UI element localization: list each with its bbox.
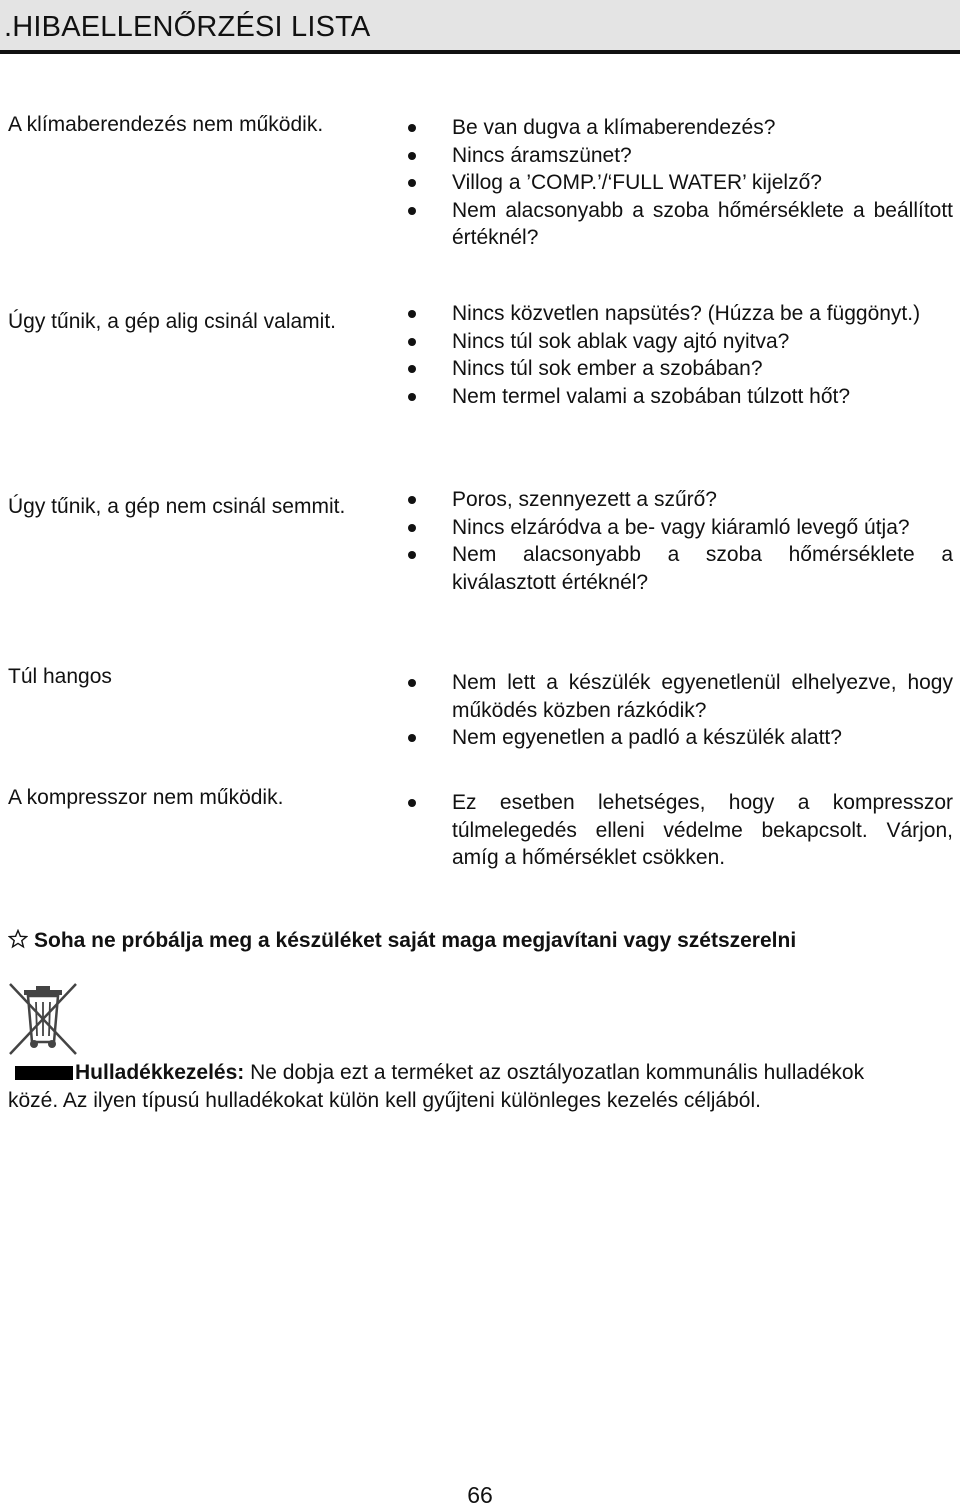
check-list	[408, 789, 953, 872]
bullet-icon	[408, 679, 416, 687]
check-list	[408, 669, 953, 752]
star-outline-icon	[8, 928, 28, 954]
problem-label: A klímaberendezés nem működik.	[8, 113, 324, 136]
page-header	[0, 0, 960, 54]
check-list	[408, 486, 953, 596]
check-item: Nincs áramszünet?	[408, 142, 953, 170]
problem-label: Úgy tűnik, a gép alig csinál valamit.	[8, 310, 336, 333]
problem-label: Úgy tűnik, a gép nem csinál semmit.	[8, 495, 346, 518]
check-item: Nincs túl sok ablak vagy ajtó nyitva?	[408, 328, 953, 356]
check-item: Nem lett a készülék egyenetlenül elhelyezve, hogy működés közben rázkódik?	[408, 669, 953, 724]
check-item: Nem alacsonyabb a szoba hőmérséklete a beállított értéknél?	[408, 197, 953, 252]
bullet-icon	[408, 524, 416, 532]
bullet-icon	[408, 310, 416, 318]
check-item: Nincs elzáródva a be- vagy kiáramló levegő útja?	[408, 514, 953, 542]
warning-note	[8, 928, 796, 954]
check-item: Villog a ’COMP.’/‘FULL WATER’ kijelző?	[408, 169, 953, 197]
check-list	[408, 300, 953, 410]
page-number: 66	[467, 1482, 493, 1508]
bullet-icon	[408, 365, 416, 373]
bullet-icon	[408, 179, 416, 187]
check-item: Nincs túl sok ember a szobában?	[408, 355, 953, 383]
check-item: Be van dugva a klímaberendezés?	[408, 114, 953, 142]
bullet-icon	[408, 496, 416, 504]
check-item: Nem alacsonyabb a szoba hőmérséklete a kiválasztott értéknél?	[408, 541, 953, 596]
bullet-icon	[408, 124, 416, 132]
bullet-icon	[408, 393, 416, 401]
disposal-paragraph	[8, 1059, 908, 1115]
warning-text: Soha ne próbálja meg a készüléket saját maga megjavítani vagy szétszerelni	[34, 929, 797, 952]
page-title: .HIBAELLENŐRZÉSI LISTA	[4, 11, 371, 43]
problem-label: Túl hangos	[8, 665, 112, 688]
bullet-icon	[408, 152, 416, 160]
bullet-icon	[408, 338, 416, 346]
crossed-out-bin-icon	[8, 980, 78, 1058]
bullet-icon	[408, 207, 416, 215]
bullet-icon	[408, 734, 416, 742]
check-item: Nem egyenetlen a padló a készülék alatt?	[408, 724, 953, 752]
check-list	[408, 114, 953, 252]
disposal-text: Ne dobja ezt a terméket az osztályozatlan kommunális hulladékok közé. Az ilyen típusú hulladékokat külön kell gyűjteni különleges kezelés céljából.	[8, 1061, 865, 1112]
bullet-icon	[408, 551, 416, 559]
check-item: Nem termel valami a szobában túlzott hőt?	[408, 383, 953, 411]
problem-label: A kompresszor nem működik.	[8, 786, 284, 809]
check-item: Nincs közvetlen napsütés? (Húzza be a függönyt.)	[408, 300, 953, 328]
header-divider	[0, 50, 960, 54]
bullet-icon	[408, 799, 416, 807]
check-item: Poros, szennyezett a szűrő?	[408, 486, 953, 514]
disposal-label: Hulladékkezelés:	[75, 1061, 245, 1084]
check-item: Ez esetben lehetséges, hogy a kompresszor túlmelegedés elleni védelme bekapcsolt. Várjon, amíg a hőmérséklet csökken.	[408, 789, 953, 872]
